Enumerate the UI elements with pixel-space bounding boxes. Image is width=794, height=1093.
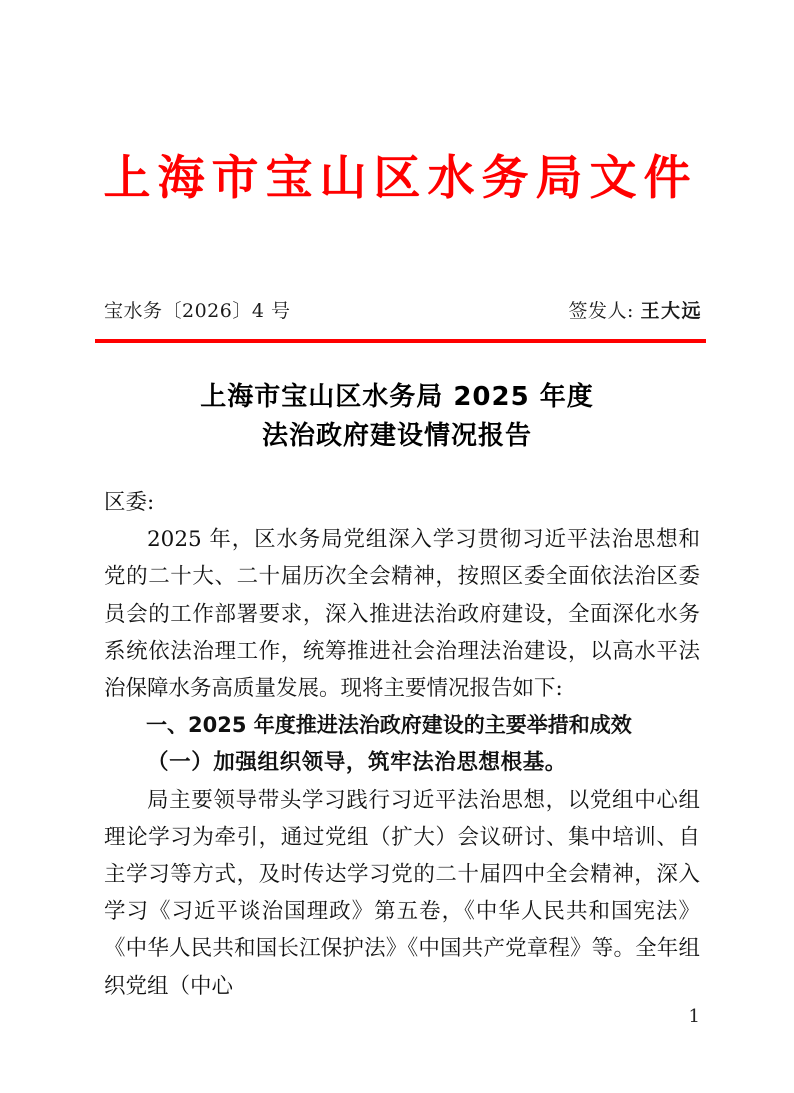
salutation: 区委: (104, 490, 155, 515)
body-paragraph-1: 2025 年，区水务局党组深入学习贯彻习近平法治思想和党的二十大、二十届历次全会精神，按照区委全面依法治区委员会的工作部署要求，深入推进法治政府建设，全面深化水务系统依法治理工作，统筹推进社会治理法治建设，以高水平法治保障水务高质量发展。现将主要情况报告如下: (104, 527, 700, 702)
signer-block (569, 296, 704, 323)
page-number: 1 (688, 1006, 700, 1027)
body-paragraph-2: 局主要领导带头学习践行习近平法治思想，以党组中心组理论学习为牵引，通过党组（扩大）会议研讨、集中培训、自主学习等方式，及时传达学习党的二十届四中全会精神，深入学习《习近平谈治国理政》第五卷，《中华人民共和国宪法》《中华人民共和国长江保护法》《中国共产党章程》等。全年组织党组（中心 (104, 787, 700, 999)
signer-name: 王大远 (640, 300, 702, 322)
red-separator-rule (95, 339, 706, 343)
page-title-line-2: 法治政府建设情况报告 (261, 421, 532, 451)
page-title (0, 378, 794, 456)
masthead-title: 上海市宝山区水务局文件 (103, 151, 698, 206)
section-heading-1: 一、2025 年度推进法治政府建设的主要举措和成效 (146, 713, 632, 738)
signer-label: 签发人: (568, 300, 634, 322)
subsection-heading-1-1: （一）加强组织领导，筑牢法治思想根基。 (147, 750, 567, 776)
document-number: 宝水务〔2026〕4 号 (104, 300, 291, 322)
page-title-line-1: 上海市宝山区水务局 2025 年度 (200, 382, 594, 412)
document-meta-row (104, 296, 704, 326)
document-body (104, 484, 700, 1005)
masthead (0, 150, 794, 209)
